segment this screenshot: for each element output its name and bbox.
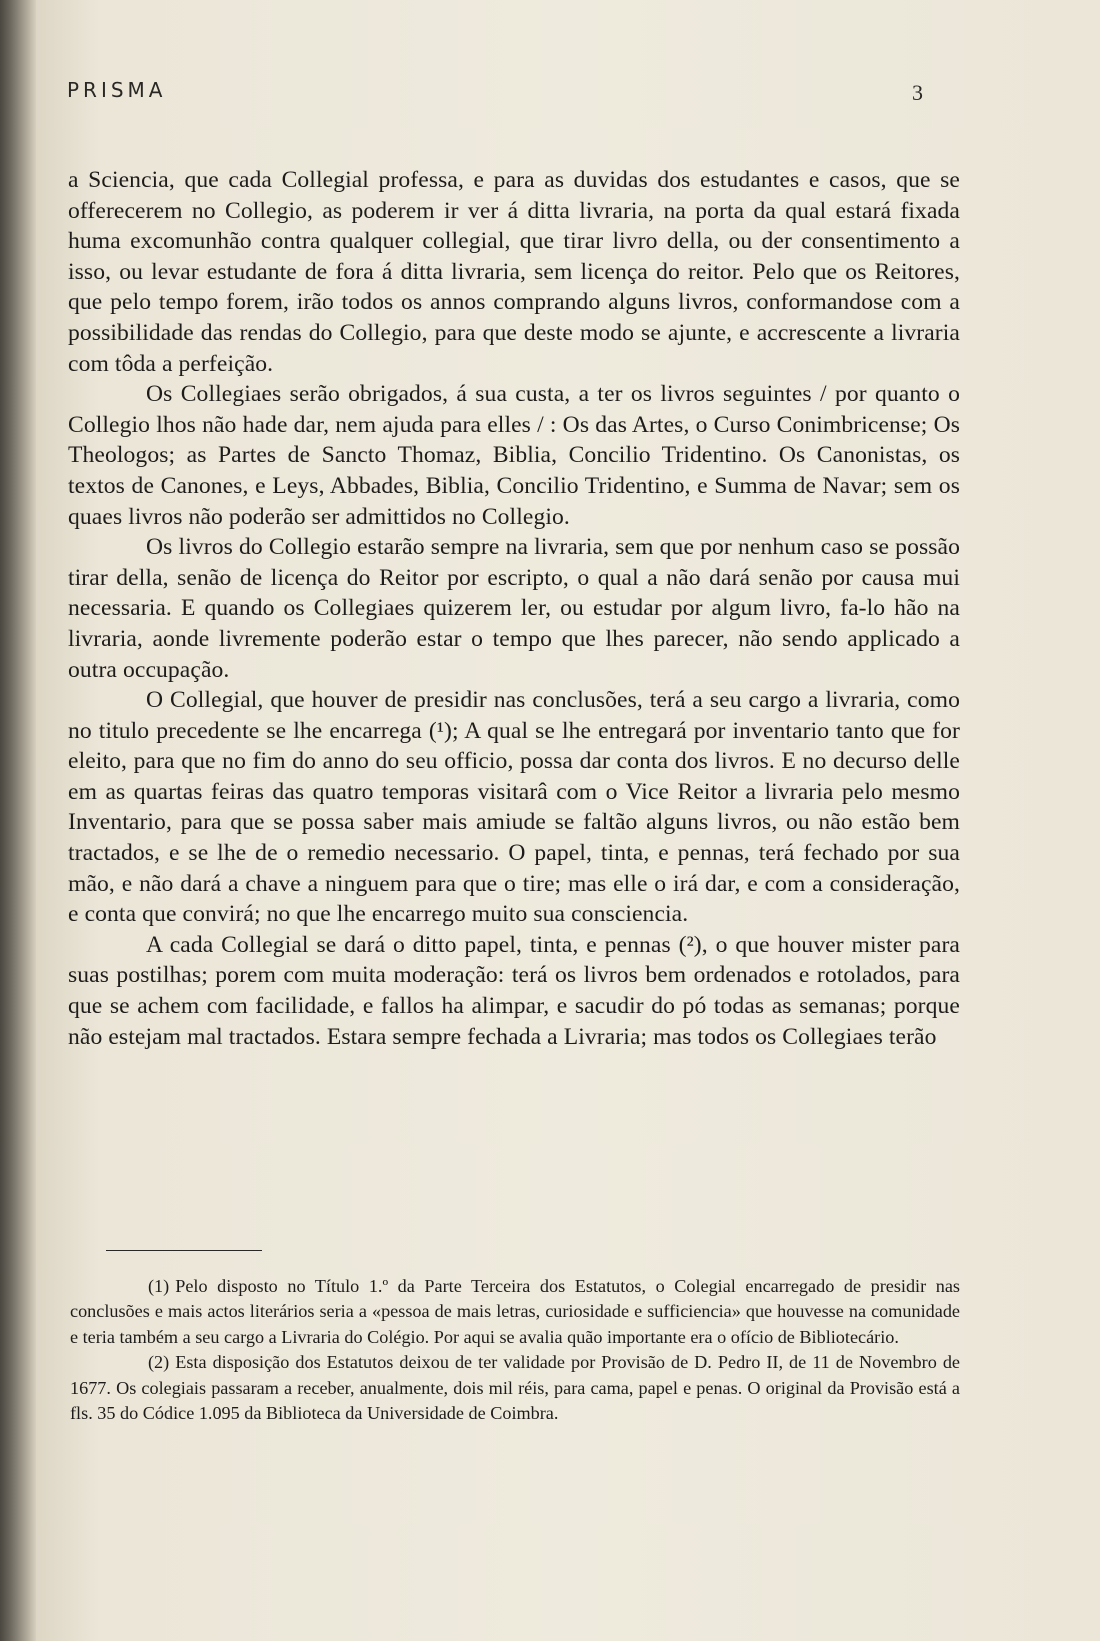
main-text (68, 165, 960, 1052)
book-spine-shadow (0, 0, 36, 1641)
footnote-separator-rule (106, 1250, 262, 1251)
paragraph-2: Os Collegiaes serão obrigados, á sua custa, a ter os livros seguintes / por quanto o Collegio lhos não hade dar, nem ajuda para elles / : Os das Artes, o Curso Conimbricense; Os Theologos; as Partes de Sancto Thomaz, Biblia, Concilio Tridentino. Os Canonistas, os textos de Canones, e Leys, Abbades, Biblia, Concilio Tridentino, e Summa de Navar; sem os quaes livros não poderão ser admittidos no Collegio. (68, 381, 960, 530)
paragraph-3: Os livros do Collegio estarão sempre na livraria, sem que por nenhum caso se possão tirar della, senão de licença do Reitor por escripto, o qual a não dará senão por causa mui necessaria. E quando os Collegiaes quizerem ler, ou estudar por algum livro, fa-lo hão na livraria, aonde livremente poderão estar o tempo que lhes parecer, não sendo applicado a outra occupação. (68, 534, 960, 683)
page-number: 3 (912, 80, 923, 105)
paragraph-5: A cada Collegial se dará o ditto papel, tinta, e pennas (²), o que houver mister para suas postilhas; porem com muita moderação: terá os livros bem ordenados e rotolados, para que se achem com facilidade, e fallos ha alimpar, e sacudir do pó todas as semanas; porque não estejam mal tractados. Estara sempre fechada a Livraria; mas todos os Collegiaes terão (68, 931, 960, 1050)
footnote-1-text: Pelo disposto no Título 1.º da Parte Terceira dos Estatutos, o Colegial encarregado de presidir nas conclusões e mais actos literários seria a «pessoa de mais letras, curiosidade e sufficiencia» que houvesse na comunidade e teria também a seu cargo a Livraria do Colégio. Por aqui se avalia quão importante era o ofício de Bibliotecário. (70, 1276, 960, 1347)
running-head: PRISMA (67, 78, 167, 102)
footnote-1 (70, 1274, 960, 1350)
book-page (36, 0, 1100, 1641)
footnote-2-marker: (2) (148, 1352, 170, 1373)
footnote-1-marker: (1) (148, 1276, 170, 1296)
footnotes (70, 1274, 960, 1426)
paragraph-1: a Sciencia, que cada Collegial professa, e para as duvidas dos estudantes e casos, que se offerecerem no Collegio, as poderem ir ver á ditta livraria, na porta da qual estará fixada huma excomunhão contra qualquer collegial, que tirar livro della, ou der consentimento a isso, ou levar estudante de fora á ditta livraria, sem licença do reitor. Pelo que os Reitores, que pelo tempo forem, irão todos os annos comprando alguns livros, conformandose com a possibilidade das rendas do Collegio, para que deste modo se ajunte, e accrescente a livraria com tôda a perfeição. (68, 167, 960, 377)
footnote-2 (70, 1350, 960, 1426)
footnote-2-text: Esta disposição dos Estatutos deixou de ter validade por Provisão de D. Pedro II, de 11 de Novembro de 1677. Os colegiais passaram a receber, anualmente, dois mil réis, para cama, papel e penas. O original da Provisão está a fls. 35 do Códice 1.095 da Biblioteca da Universidade de Coimbra. (70, 1352, 960, 1424)
paragraph-4: O Collegial, que houver de presidir nas conclusões, terá a seu cargo a livraria, como no titulo precedente se lhe encarrega (¹); A qual se lhe entregará por inventario tanto que for eleito, para que no fim do anno do seu officio, possa dar conta dos livros. E no decurso delle em as quartas feiras das quatro temporas visitarâ com o Vice Reitor a livraria pelo mesmo Inventario, para que se possa saber mais amiude se faltão alguns livros, ou não estão bem tractados, e se lhe de o remedio necessario. O papel, tinta, e pennas, terá fechado por sua mão, e não dará a chave a ninguem para que o tire; mas elle o irá dar, e com a consideração, e conta que convirá; no que lhe encarrego muito sua consciencia. (68, 687, 960, 928)
